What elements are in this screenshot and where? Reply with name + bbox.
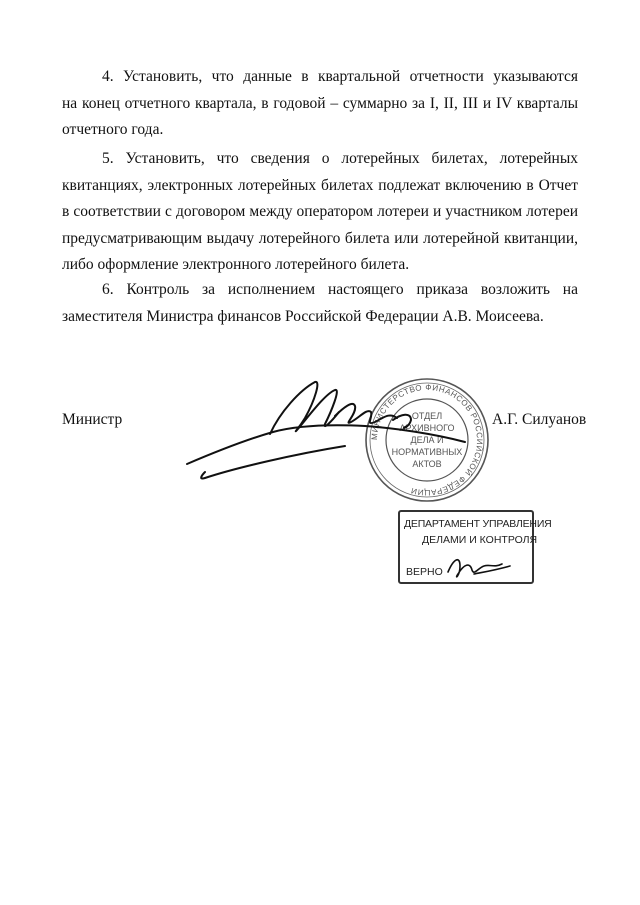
signatory-name: А.Г. Силуанов: [492, 411, 587, 428]
paragraph-line: заместителя Министра финансов Российской Федерации А.В. Моисеева.: [62, 307, 544, 325]
seal-center-line: НОРМАТИВНЫХ: [391, 447, 463, 457]
stamp-line: ДЕЛАМИ И КОНТРОЛЯ: [422, 534, 538, 546]
paragraph-4: [62, 64, 578, 144]
paragraph-line: 5. Установить, что сведения о лотерейных билетах, лотерейных: [102, 150, 578, 167]
paragraph-line: на конец отчетного квартала, в годовой – суммарно за I, II, III и IV кварталы: [62, 94, 578, 112]
paragraph-line: отчетного года.: [62, 121, 164, 138]
seal-ring-text: МИНИСТЕРСТВО ФИНАНСОВ РОССИЙСКОЙ ФЕДЕРАЦИИ: [369, 382, 485, 498]
seal-center-line: ДЕЛА И: [410, 435, 444, 445]
stamp-signature: [444, 552, 514, 582]
paragraph-line: либо оформление электронного лотерейного билета.: [62, 256, 410, 273]
paragraph-line: 4. Установить, что данные в квартальной отчетности указываются: [102, 68, 578, 85]
stamp-verno-label: ВЕРНО: [406, 566, 443, 578]
stamp-line: ДЕПАРТАМЕНТ УПРАВЛЕНИЯ: [404, 518, 552, 530]
paragraph-line: квитанциях, электронных лотерейных билетах подлежат включению в Отчет: [62, 176, 578, 194]
paragraph-line: в соответствии с договором между оператором лотереи и участником лотереи: [62, 203, 578, 220]
handwritten-signature: [175, 372, 475, 492]
seal-center-line: АКТОВ: [412, 459, 442, 469]
paragraph-line: 6. Контроль за исполнением настоящего приказа возложить на: [102, 281, 578, 298]
signatory-title: Министр: [62, 411, 123, 428]
certification-stamp: [398, 510, 552, 584]
paragraph-6: [62, 277, 578, 330]
paragraph-5: [62, 146, 578, 279]
seal-center-line: ОТДЕЛ: [411, 411, 443, 421]
seal-center-line: АРХИВНОГО: [399, 423, 455, 433]
paragraph-line: предусматривающим выдачу лотерейного билета или лотерейной квитанции,: [62, 229, 578, 247]
